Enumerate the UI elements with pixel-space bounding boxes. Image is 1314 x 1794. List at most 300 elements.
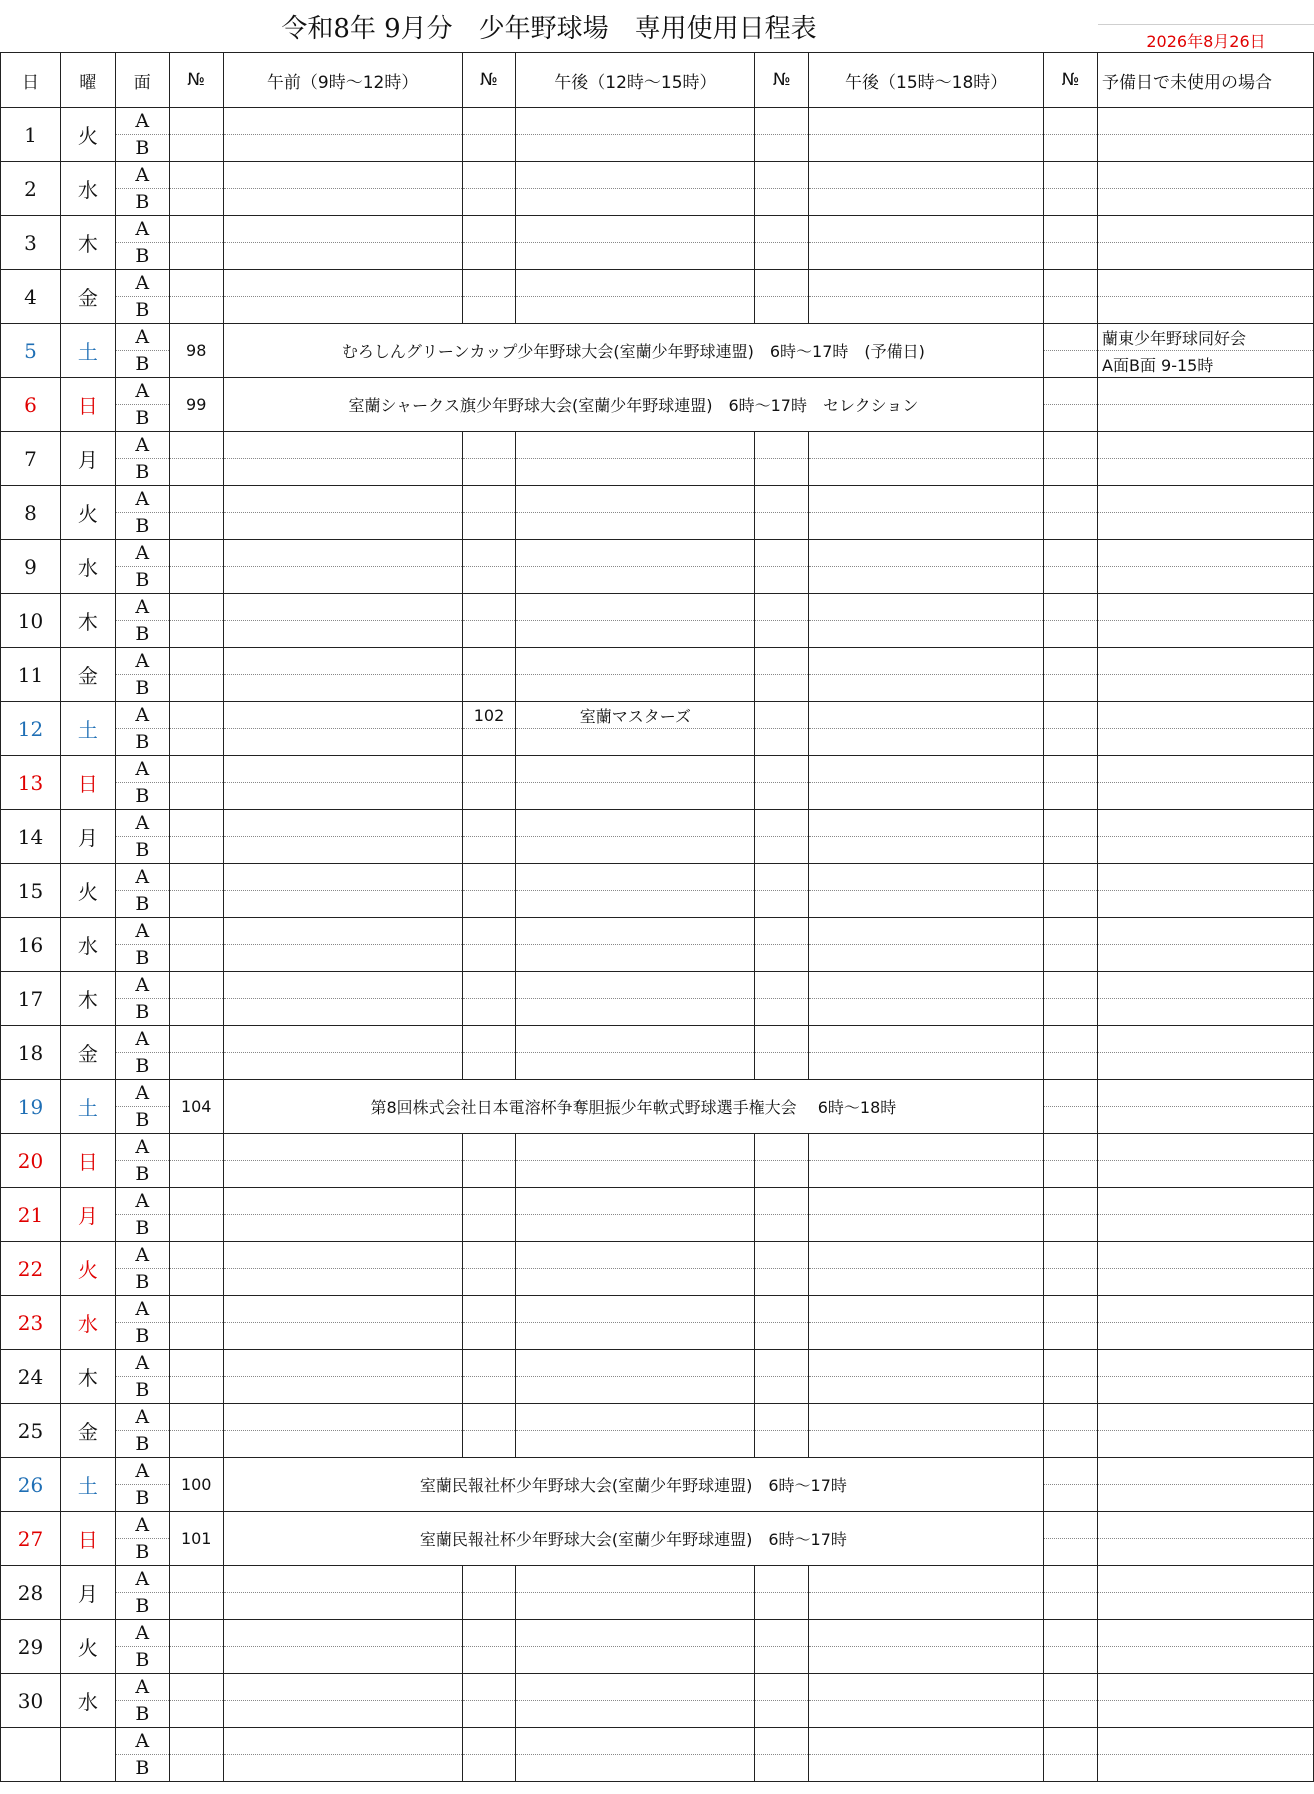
spare-no [1044,135,1098,162]
day-row-a [1,1242,1314,1269]
day-of-week [60,1728,115,1782]
spare-no [1044,1512,1098,1539]
pm2-no [755,972,809,999]
court-label: B [115,1647,169,1674]
pm1-event [516,918,755,945]
am-no [169,1431,223,1458]
court-label: A [115,162,169,189]
pm1-no [462,1053,516,1080]
court-label: A [115,702,169,729]
am-no [169,270,223,297]
pm2-event [809,594,1044,621]
day-number: 13 [1,756,61,810]
pm1-event [516,135,755,162]
day-number: 22 [1,1242,61,1296]
day-of-week: 月 [60,432,115,486]
spare-note [1098,648,1314,675]
pm1-event [516,621,755,648]
am-no [169,243,223,270]
am-no [169,1647,223,1674]
pm1-event [516,1215,755,1242]
court-label: A [115,486,169,513]
day-of-week: 木 [60,1350,115,1404]
am-no [169,999,223,1026]
pm1-event [516,1755,755,1782]
am-no [169,297,223,324]
am-event [223,1674,462,1701]
pm1-no [462,945,516,972]
pm1-event [516,1377,755,1404]
pm1-no [462,1350,516,1377]
day-of-week: 金 [60,1404,115,1458]
spare-note [1098,1647,1314,1674]
pm2-no [755,891,809,918]
court-label: B [115,1485,169,1512]
spare-note [1098,972,1314,999]
court-label: A [115,918,169,945]
pm1-event [516,540,755,567]
pm1-event [516,567,755,594]
spare-no [1044,1674,1098,1701]
am-event [223,729,462,756]
pm2-no [755,108,809,135]
pm1-no [462,135,516,162]
pm2-no [755,729,809,756]
am-event [223,891,462,918]
spare-no [1044,729,1098,756]
am-no [169,810,223,837]
spare-note [1098,486,1314,513]
spare-note [1098,864,1314,891]
event-no: 99 [169,378,223,432]
day-number: 2 [1,162,61,216]
court-label: B [115,1755,169,1782]
pm1-event [516,513,755,540]
am-no [169,540,223,567]
spare-no [1044,1458,1098,1485]
spare-no [1044,1080,1098,1107]
court-label: B [115,729,169,756]
spare-note [1098,567,1314,594]
am-event [223,621,462,648]
day-number: 12 [1,702,61,756]
day-number: 24 [1,1350,61,1404]
am-no [169,108,223,135]
day-row-a [1,810,1314,837]
day-number: 30 [1,1674,61,1728]
pm2-event [809,756,1044,783]
spare-no [1044,864,1098,891]
am-event [223,1188,462,1215]
pm1-event [516,1161,755,1188]
am-event [223,1728,462,1755]
day-row-a [1,1512,1314,1539]
day-row-b [1,999,1314,1026]
pm1-no [462,891,516,918]
day-row-b [1,567,1314,594]
day-number: 1 [1,108,61,162]
day-number: 15 [1,864,61,918]
day-of-week: 日 [60,1134,115,1188]
day-of-week: 金 [60,1026,115,1080]
am-no [169,1188,223,1215]
court-label: B [115,135,169,162]
pm1-no [462,513,516,540]
am-no [169,162,223,189]
court-label: A [115,1512,169,1539]
pm2-no [755,486,809,513]
pm2-event [809,216,1044,243]
day-of-week: 火 [60,1242,115,1296]
day-row-a [1,756,1314,783]
day-row-b [1,1215,1314,1242]
pm2-event [809,1566,1044,1593]
pm1-no [462,162,516,189]
pm2-no [755,945,809,972]
day-row-b [1,459,1314,486]
court-label: B [115,783,169,810]
am-no [169,918,223,945]
am-event [223,648,462,675]
am-event [223,1026,462,1053]
pm2-event [809,432,1044,459]
am-event [223,918,462,945]
spare-note [1098,513,1314,540]
pm2-event [809,1026,1044,1053]
am-no [169,945,223,972]
spare-no [1044,567,1098,594]
event-no: 101 [169,1512,223,1566]
day-row-b [1,1647,1314,1674]
day-row-a [1,486,1314,513]
am-no [169,864,223,891]
day-row-a [1,1404,1314,1431]
spare-no [1044,1377,1098,1404]
day-of-week: 水 [60,918,115,972]
am-event [223,783,462,810]
pm1-event [516,837,755,864]
pm1-event [516,270,755,297]
day-number: 8 [1,486,61,540]
pm2-event [809,540,1044,567]
am-no [169,1323,223,1350]
pm2-no [755,1161,809,1188]
pm1-no [462,783,516,810]
spare-no [1044,675,1098,702]
spare-no [1044,621,1098,648]
am-no [169,1674,223,1701]
am-no [169,567,223,594]
spare-no [1044,216,1098,243]
day-row-b [1,1053,1314,1080]
am-no [169,135,223,162]
day-number: 5 [1,324,61,378]
am-event [223,1296,462,1323]
am-event [223,1242,462,1269]
event-title: 第8回株式会社日本電溶杯争奪胆振少年軟式野球選手権大会 6時～18時 [223,1080,1043,1134]
header-row [1,53,1314,108]
day-number: 20 [1,1134,61,1188]
day-number: 6 [1,378,61,432]
day-of-week: 火 [60,1620,115,1674]
spare-note: 蘭東少年野球同好会 [1098,324,1314,351]
am-no [169,1377,223,1404]
spare-no [1044,837,1098,864]
pm2-event [809,837,1044,864]
am-event [223,513,462,540]
pm2-no [755,1431,809,1458]
day-row-a [1,1080,1314,1107]
am-no [169,1755,223,1782]
court-label: A [115,270,169,297]
day-row-a [1,162,1314,189]
day-row-b [1,1755,1314,1782]
court-label: A [115,1566,169,1593]
spare-no [1044,1188,1098,1215]
day-number: 26 [1,1458,61,1512]
day-of-week: 日 [60,1512,115,1566]
day-number: 23 [1,1296,61,1350]
pm1-no [462,918,516,945]
spare-no [1044,1296,1098,1323]
pm2-no [755,621,809,648]
spare-note [1098,1188,1314,1215]
spare-note [1098,756,1314,783]
am-event [223,1161,462,1188]
pm2-event [809,1377,1044,1404]
pm1-event [516,1620,755,1647]
pm2-event [809,297,1044,324]
header-no-spare: № [1044,53,1098,108]
spare-note [1098,1755,1314,1782]
spare-no [1044,648,1098,675]
court-label: B [115,675,169,702]
pm2-event [809,783,1044,810]
day-of-week: 土 [60,1458,115,1512]
spare-note [1098,1107,1314,1134]
pm2-event [809,621,1044,648]
spare-note [1098,891,1314,918]
day-row-b [1,189,1314,216]
pm2-event [809,729,1044,756]
court-label: A [115,594,169,621]
spare-no [1044,1026,1098,1053]
spare-note [1098,1053,1314,1080]
pm2-event [809,243,1044,270]
header-day: 日 [1,53,61,108]
pm1-event [516,216,755,243]
pm2-no [755,702,809,729]
pm2-event [809,1269,1044,1296]
pm2-no [755,270,809,297]
spare-note [1098,1404,1314,1431]
pm2-no [755,1377,809,1404]
am-no [169,702,223,729]
am-no [169,1350,223,1377]
spare-note [1098,729,1314,756]
pm2-event [809,459,1044,486]
court-label: B [115,999,169,1026]
pm1-no [462,1323,516,1350]
day-row-a [1,1674,1314,1701]
day-number: 7 [1,432,61,486]
pm1-no [462,729,516,756]
day-number: 18 [1,1026,61,1080]
am-event [223,1377,462,1404]
am-event [223,1566,462,1593]
day-row-a [1,324,1314,351]
am-no [169,1404,223,1431]
am-event [223,972,462,999]
am-no [169,1053,223,1080]
am-event [223,270,462,297]
spare-no [1044,1350,1098,1377]
spare-no [1044,1107,1098,1134]
spare-no [1044,513,1098,540]
header-dow: 曜 [60,53,115,108]
am-no [169,756,223,783]
am-no [169,594,223,621]
day-row-a [1,1134,1314,1161]
pm2-event [809,567,1044,594]
day-of-week: 日 [60,378,115,432]
day-row-b [1,1269,1314,1296]
pm1-no [462,648,516,675]
day-number: 9 [1,540,61,594]
pm2-no [755,1404,809,1431]
day-row-a [1,216,1314,243]
pm1-no [462,216,516,243]
court-label: A [115,1188,169,1215]
spare-note [1098,135,1314,162]
court-label: A [115,756,169,783]
spare-note [1098,1539,1314,1566]
pm1-event [516,675,755,702]
court-label: B [115,1701,169,1728]
day-number: 21 [1,1188,61,1242]
pm2-no [755,1134,809,1161]
pm2-event [809,513,1044,540]
pm2-no [755,648,809,675]
spare-note [1098,1269,1314,1296]
spare-note [1098,189,1314,216]
day-row-a [1,648,1314,675]
pm2-no [755,1053,809,1080]
pm2-event [809,1593,1044,1620]
am-no [169,1134,223,1161]
pm1-event [516,729,755,756]
spare-note [1098,1674,1314,1701]
day-of-week: 火 [60,486,115,540]
pm1-event [516,162,755,189]
am-no [169,1593,223,1620]
spare-no [1044,1728,1098,1755]
pm2-event [809,1053,1044,1080]
pm2-event [809,1674,1044,1701]
pm1-event [516,783,755,810]
court-label: A [115,1458,169,1485]
day-number: 16 [1,918,61,972]
issue-date: 2026年8月26日 [1098,24,1314,53]
day-row-b [1,945,1314,972]
pm2-no [755,432,809,459]
am-no [169,972,223,999]
day-row-b [1,1701,1314,1728]
day-row-a [1,918,1314,945]
pm2-no [755,837,809,864]
am-event [223,1755,462,1782]
spare-no [1044,1323,1098,1350]
pm1-event [516,1701,755,1728]
pm2-event [809,1620,1044,1647]
pm2-event [809,810,1044,837]
spare-no [1044,918,1098,945]
am-no [169,1269,223,1296]
spare-no [1044,1053,1098,1080]
spare-no [1044,108,1098,135]
court-label: B [115,567,169,594]
am-event [223,1215,462,1242]
court-label: A [115,378,169,405]
day-of-week: 水 [60,162,115,216]
spare-no [1044,378,1098,405]
pm1-no [462,999,516,1026]
spare-no [1044,243,1098,270]
day-row-b [1,135,1314,162]
pm2-event [809,918,1044,945]
am-no [169,1620,223,1647]
pm1-no [462,108,516,135]
pm2-event [809,162,1044,189]
day-of-week: 金 [60,270,115,324]
pm1-event [516,1242,755,1269]
pm2-event [809,1188,1044,1215]
spare-note [1098,945,1314,972]
pm2-no [755,1755,809,1782]
spare-note [1098,1377,1314,1404]
header-no-pm2: № [755,53,809,108]
pm1-event [516,1647,755,1674]
pm2-no [755,1620,809,1647]
pm1-no [462,1188,516,1215]
am-event [223,1647,462,1674]
pm1-no [462,1404,516,1431]
day-row-a [1,1188,1314,1215]
court-label: B [115,243,169,270]
event-no: 98 [169,324,223,378]
court-label: A [115,1674,169,1701]
day-number: 19 [1,1080,61,1134]
pm1-event [516,1188,755,1215]
spare-note [1098,675,1314,702]
spare-no [1044,945,1098,972]
day-of-week: 木 [60,216,115,270]
spare-no [1044,1755,1098,1782]
pm2-event [809,1404,1044,1431]
pm2-no [755,864,809,891]
pm1-event [516,1674,755,1701]
event-title: 室蘭シャークス旗少年野球大会(室蘭少年野球連盟) 6時～17時 セレクション [223,378,1043,432]
pm1-no [462,270,516,297]
am-event [223,540,462,567]
pm1-no [462,1647,516,1674]
spare-no [1044,189,1098,216]
pm1-no [462,1701,516,1728]
day-row-a [1,972,1314,999]
pm1-no [462,1755,516,1782]
spare-no [1044,1539,1098,1566]
spare-note [1098,1026,1314,1053]
